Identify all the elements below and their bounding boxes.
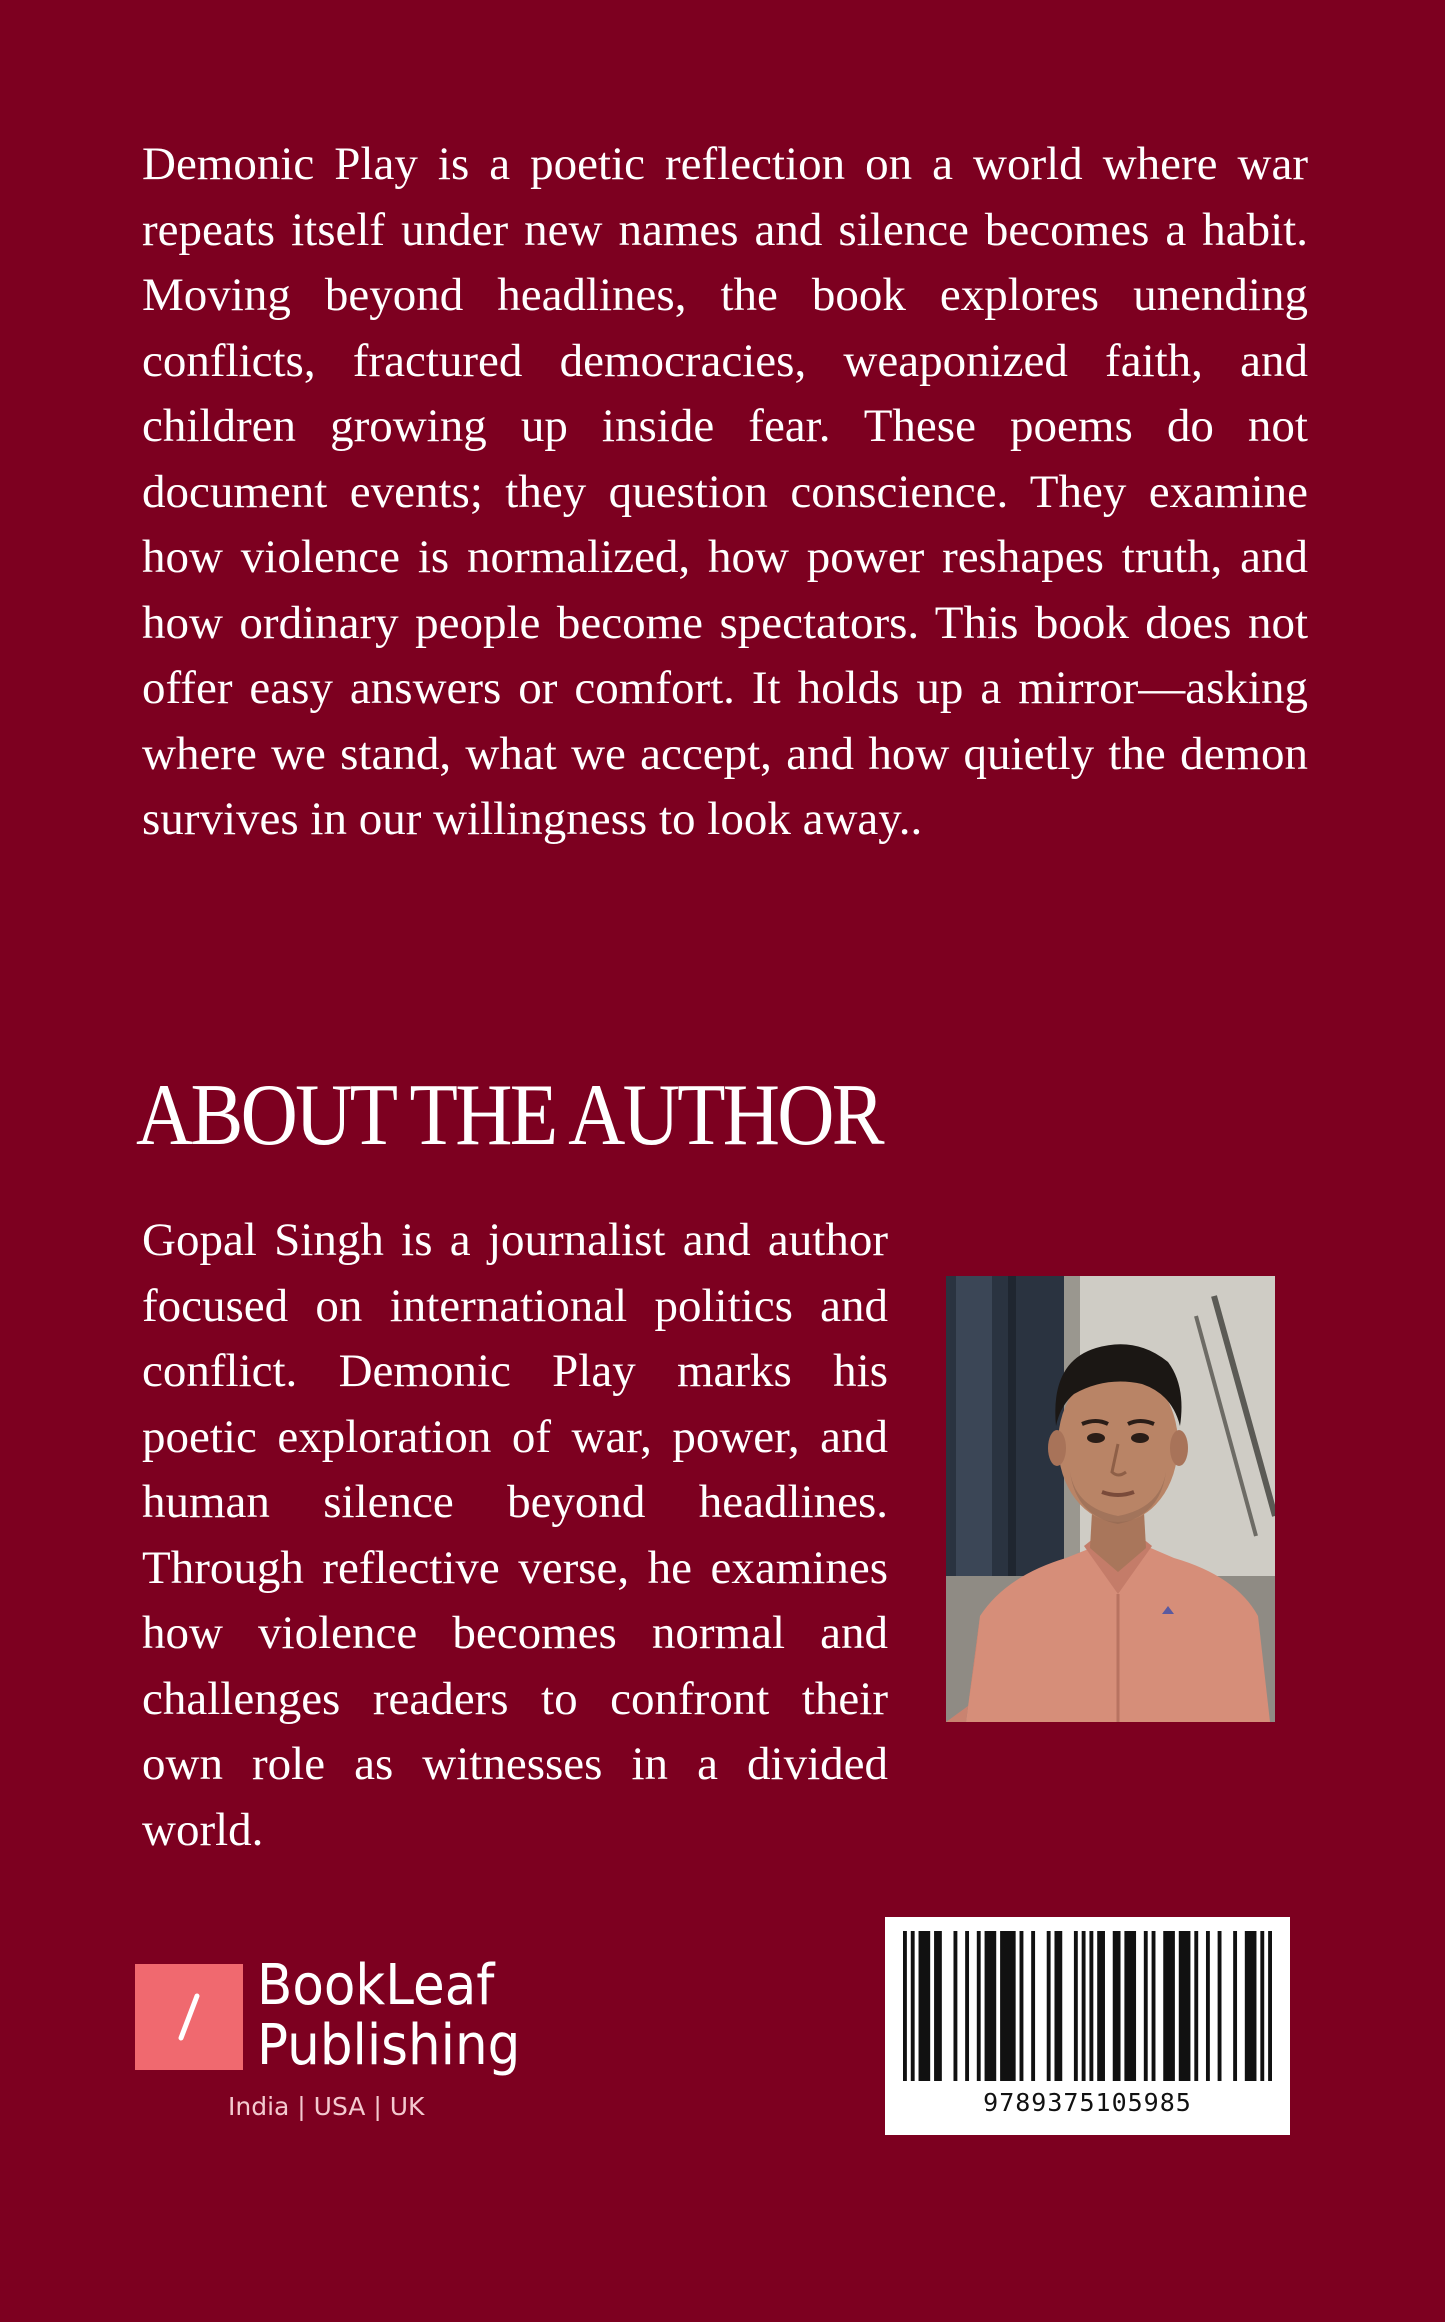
barcode-bar <box>1031 1931 1035 2081</box>
author-bio: Gopal Singh is a journalist and author focused on international politics and conflict. Demonic Play marks his poetic exploration of war, power, and human silence beyond headlines. Through reflective verse, he examines how violence becomes normal and challenges readers to confront their own role as witnesses in a divided world. <box>142 1214 888 1856</box>
barcode-bar <box>1082 1931 1086 2081</box>
barcode-bar <box>1179 1931 1191 2081</box>
barcode-bar <box>1194 1931 1198 2081</box>
barcode-bar <box>1047 1931 1051 2081</box>
book-blurb: Demonic Play is a poetic reflection on a world where war repeats itself under new names and silence becomes a habit. Moving beyond headlines, the book explores unending conflicts, fractured democracies, weaponized faith, and children growing up inside fear. These poems do not document events; they question conscience. They examine how violence is normalized, how power reshapes truth, and how ordinary people become spectators. This book does not offer easy answers or comfort. It holds up a mirror—asking where we stand, what we accept, and how quietly the demon survives in our willingness to look away.. <box>142 138 1308 845</box>
barcode-bar <box>1144 1931 1148 2081</box>
barcode-bar <box>911 1931 915 2081</box>
barcode-bar <box>1218 1931 1222 2081</box>
barcode-bar <box>1020 1931 1024 2081</box>
author-photo <box>946 1276 1275 1722</box>
barcode-bar <box>903 1931 907 2081</box>
barcode-bar <box>934 1931 942 2081</box>
barcode-bar <box>1054 1931 1062 2081</box>
isbn-barcode <box>885 1917 1290 2135</box>
barcode-bar <box>1113 1931 1121 2081</box>
publisher-regions: India | USA | UK <box>228 2092 425 2121</box>
barcode-bar <box>1152 1931 1156 2081</box>
barcode-bar <box>985 1931 997 2081</box>
barcode-bar <box>1097 1931 1105 2081</box>
barcode-bar <box>1124 1931 1136 2081</box>
barcode-bar <box>1074 1931 1078 2081</box>
barcode-bar <box>965 1931 969 2081</box>
bookleaf-mark-icon <box>135 1964 243 2070</box>
publisher-name-line1: BookLeaf <box>257 1953 495 2018</box>
publisher-name-line2: Publishing <box>257 2013 521 2078</box>
publisher-logo <box>135 1953 535 2130</box>
barcode-bar <box>1206 1931 1210 2081</box>
isbn-number: 9789375105985 <box>983 2088 1192 2117</box>
barcode-bar <box>1245 1931 1257 2081</box>
publisher-name <box>257 1953 521 2078</box>
barcode-bar <box>1268 1931 1272 2081</box>
barcode-bar <box>977 1931 981 2081</box>
barcode-bar <box>1233 1931 1237 2081</box>
barcode-bar <box>953 1931 957 2081</box>
barcode-bar <box>1260 1931 1264 2081</box>
barcode-bar <box>1089 1931 1093 2081</box>
barcode-bar <box>919 1931 931 2081</box>
barcode-bar <box>1163 1931 1175 2081</box>
barcode-bar <box>1000 1931 1016 2081</box>
about-author-heading: ABOUT THE AUTHOR <box>136 1067 882 1164</box>
